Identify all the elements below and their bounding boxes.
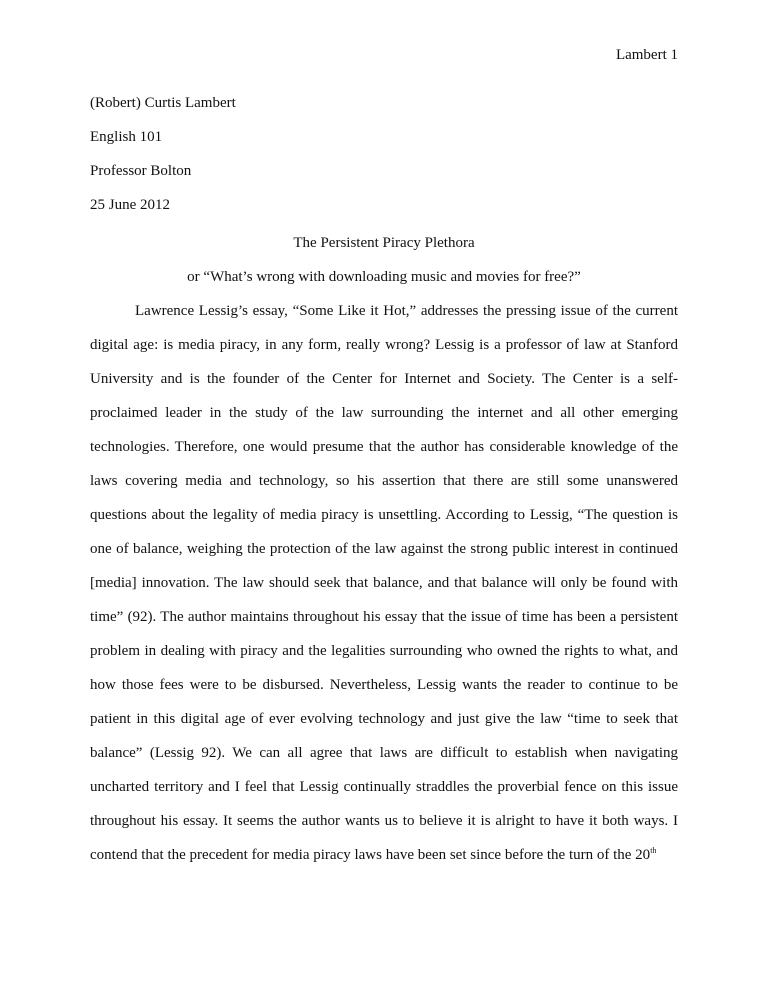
body-line: time” (92). The author maintains throughout his essay that the issue of time has been a persistent [90, 609, 678, 625]
running-head: Lambert 1 [615, 47, 678, 63]
body-line: balance” (Lessig 92). We can all agree that laws are difficult to establish when navigating [90, 745, 678, 761]
body-line: laws covering media and technology, so his assertion that there are still some unanswered [90, 473, 678, 489]
document-date: 25 June 2012 [90, 197, 170, 213]
author-name: (Robert) Curtis Lambert [90, 95, 236, 111]
body-line: how those fees were to be disbursed. Nevertheless, Lessig wants the reader to continue to be [90, 677, 678, 693]
ordinal-superscript: th [650, 846, 657, 855]
essay-title: The Persistent Piracy Plethora [293, 235, 475, 251]
body-line: [media] innovation. The law should seek that balance, and that balance will only be found with [90, 575, 678, 591]
professor-name: Professor Bolton [90, 163, 192, 179]
essay-subtitle: or “What’s wrong with downloading music and movies for free?” [187, 269, 581, 285]
mla-header [90, 93, 236, 229]
body-line: proclaimed leader in the study of the law surrounding the internet and all other emerging [90, 405, 678, 421]
course-name: English 101 [90, 129, 163, 145]
body-line: uncharted territory and I feel that Lessig continually straddles the proverbial fence on this issue [90, 779, 678, 795]
body-line: University and is the founder of the Center for Internet and Society. The Center is a self- [90, 371, 678, 387]
body-line: technologies. Therefore, one would presume that the author has considerable knowledge of the [90, 439, 678, 455]
body-line: Lawrence Lessig’s essay, “Some Like it Hot,” addresses the pressing issue of the current [135, 303, 678, 319]
body-line: patient in this digital age of ever evolving technology and just give the law “time to seek that [90, 711, 678, 727]
body-line: one of balance, weighing the protection of the law against the strong public interest in continued [90, 541, 678, 557]
body-line-last [90, 845, 656, 865]
body-line: questions about the legality of media piracy is unsettling. According to Lessig, “The question is [90, 507, 678, 523]
body-line: problem in dealing with piracy and the legalities surrounding who owned the rights to what, and [90, 643, 678, 659]
body-line: throughout his essay. It seems the author wants us to believe it is alright to have it both ways. I [90, 813, 678, 829]
body-line-text: contend that the precedent for media piracy laws have been set since before the turn of the 20 [90, 847, 651, 863]
body-line: digital age: is media piracy, in any form, really wrong? Lessig is a professor of law at Stanford [90, 337, 678, 353]
